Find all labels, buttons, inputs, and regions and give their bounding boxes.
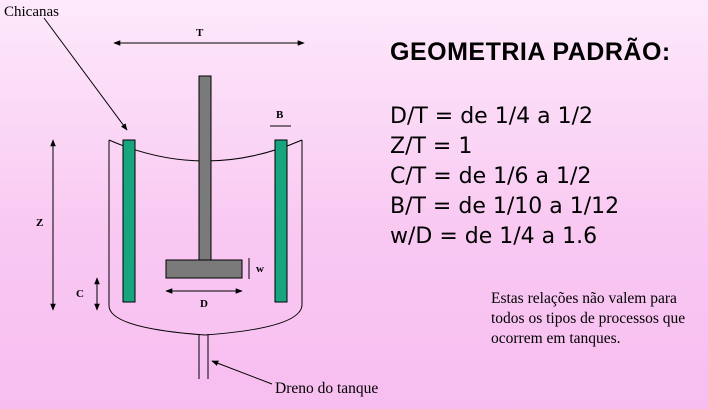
note-text: Estas relações não valem para todos os tipos de processos que ocorrem em tanques. [491,290,686,347]
label-t: T [196,27,204,39]
label-dreno: Dreno do tanque [275,380,379,397]
label-chicanas: Chicanas [4,4,59,20]
label-z: Z [36,217,44,229]
ratio-item: D/T = de 1/4 a 1/2 [390,104,593,129]
impeller-shaft [199,76,211,260]
label-c: C [76,288,84,300]
ratio-list [390,102,619,252]
ratio-item: Z/T = 1 [390,134,473,159]
label-b: B [276,109,284,121]
ratio-item: C/T = de 1/6 a 1/2 [390,164,592,189]
page-title: GEOMETRIA PADRÃO: [390,38,671,66]
drain-pointer-arrow [212,361,272,384]
baffle-right [275,140,287,302]
baffle-left [123,140,135,302]
ratio-item: B/T = de 1/10 a 1/12 [390,194,620,219]
impeller-blade [166,260,242,278]
chicanas-pointer-arrow [44,18,127,130]
label-d: D [200,298,208,310]
label-w: w [256,263,264,275]
ratio-item: w/D = de 1/4 a 1.6 [390,224,598,249]
